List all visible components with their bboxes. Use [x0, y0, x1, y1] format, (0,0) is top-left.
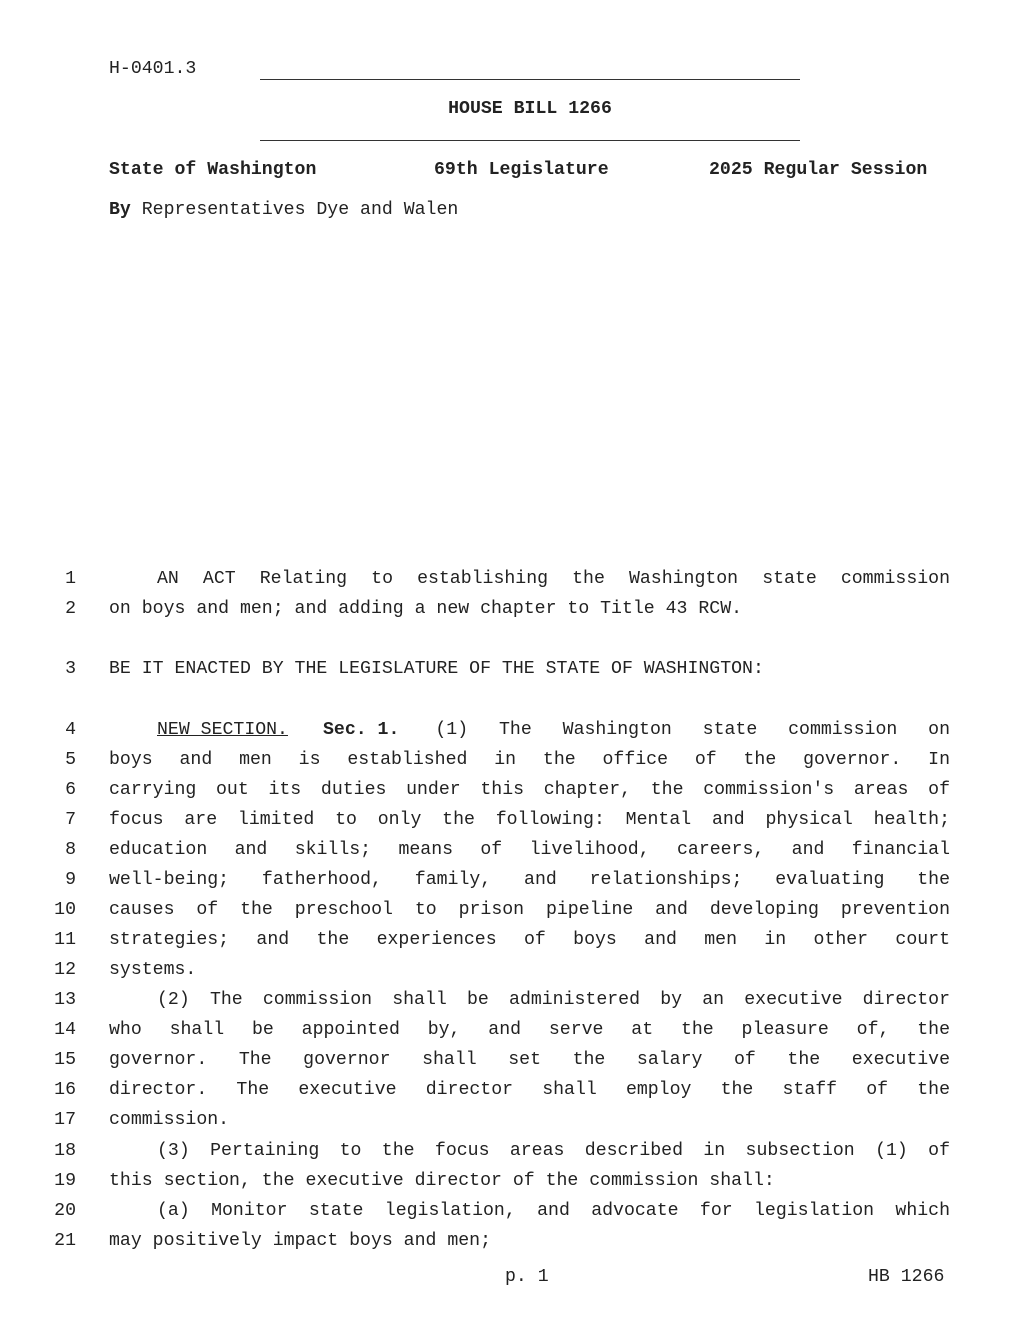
line-number: 9: [65, 870, 76, 890]
line-number: 14: [54, 1020, 76, 1040]
body-line: (2) The commission shall be administered by an executive director: [157, 990, 950, 1010]
body-line: well-being; fatherhood, family, and relationships; evaluating the: [109, 870, 950, 890]
line-number: 20: [54, 1201, 76, 1221]
enacting-clause: BE IT ENACTED BY THE LEGISLATURE OF THE STATE OF WASHINGTON:: [109, 659, 764, 679]
footer-bill-ref: HB 1266: [868, 1267, 945, 1287]
body-line: boys and men is established in the office of the governor. In: [109, 750, 950, 770]
state-name: State of Washington: [109, 160, 317, 180]
section-number: Sec. 1.: [322, 720, 400, 740]
sponsor-line: [109, 200, 458, 220]
section-heading-line: [157, 720, 950, 740]
line-number: 11: [54, 930, 76, 950]
line-number: 17: [54, 1110, 76, 1130]
line-number: 13: [54, 990, 76, 1010]
page-number: p. 1: [505, 1267, 549, 1287]
line-number: 18: [54, 1141, 76, 1161]
body-line: (3) Pertaining to the focus areas described in subsection (1) of: [157, 1141, 950, 1161]
line-number: 12: [54, 960, 76, 980]
line-number: 5: [65, 750, 76, 770]
body-line: focus are limited to only the following: Mental and physical health;: [109, 810, 950, 830]
body-line: director. The executive director shall employ the staff of the: [109, 1080, 950, 1100]
line-number: 4: [65, 720, 76, 740]
line-number: 3: [65, 659, 76, 679]
title-rule-top: [260, 79, 800, 80]
line-number: 16: [54, 1080, 76, 1100]
line-number: 10: [54, 900, 76, 920]
body-line: strategies; and the experiences of boys and men in other court: [109, 930, 950, 950]
line-number: 19: [54, 1171, 76, 1191]
line-number: 2: [65, 599, 76, 619]
body-line: governor. The governor shall set the salary of the executive: [109, 1050, 950, 1070]
sponsor-names: Representatives Dye and Walen: [141, 200, 459, 220]
line-number: 6: [65, 780, 76, 800]
title-rule-bottom: [260, 140, 800, 141]
line-number: 21: [54, 1231, 76, 1251]
sponsor-by-label: By: [109, 200, 131, 220]
body-line: may positively impact boys and men;: [109, 1231, 491, 1251]
line-number: 15: [54, 1050, 76, 1070]
line-number: 1: [65, 569, 76, 589]
session-name: 2025 Regular Session: [709, 160, 928, 180]
body-line: carrying out its duties under this chapter, the commission's areas of: [109, 780, 950, 800]
act-title-line: AN ACT Relating to establishing the Washington state commission: [157, 569, 950, 589]
act-title-line: on boys and men; and adding a new chapter to Title 43 RCW.: [109, 599, 743, 619]
body-line: causes of the preschool to prison pipeline and developing prevention: [109, 900, 950, 920]
body-line: systems.: [109, 960, 197, 980]
legislature-number: 69th Legislature: [434, 160, 609, 180]
body-line: (a) Monitor state legislation, and advocate for legislation which: [157, 1201, 950, 1221]
new-section-label: NEW SECTION.: [157, 720, 288, 740]
body-line: who shall be appointed by, and serve at the pleasure of, the: [109, 1020, 950, 1040]
section-text: (1) The Washington state commission on: [435, 720, 950, 740]
body-line: education and skills; means of livelihood, careers, and financial: [109, 840, 950, 860]
line-number: 8: [65, 840, 76, 860]
line-number: 7: [65, 810, 76, 830]
body-line: commission.: [109, 1110, 230, 1130]
body-line: this section, the executive director of the commission shall:: [109, 1171, 775, 1191]
document-code: H-0401.3: [109, 59, 197, 79]
bill-title: HOUSE BILL 1266: [448, 99, 612, 119]
